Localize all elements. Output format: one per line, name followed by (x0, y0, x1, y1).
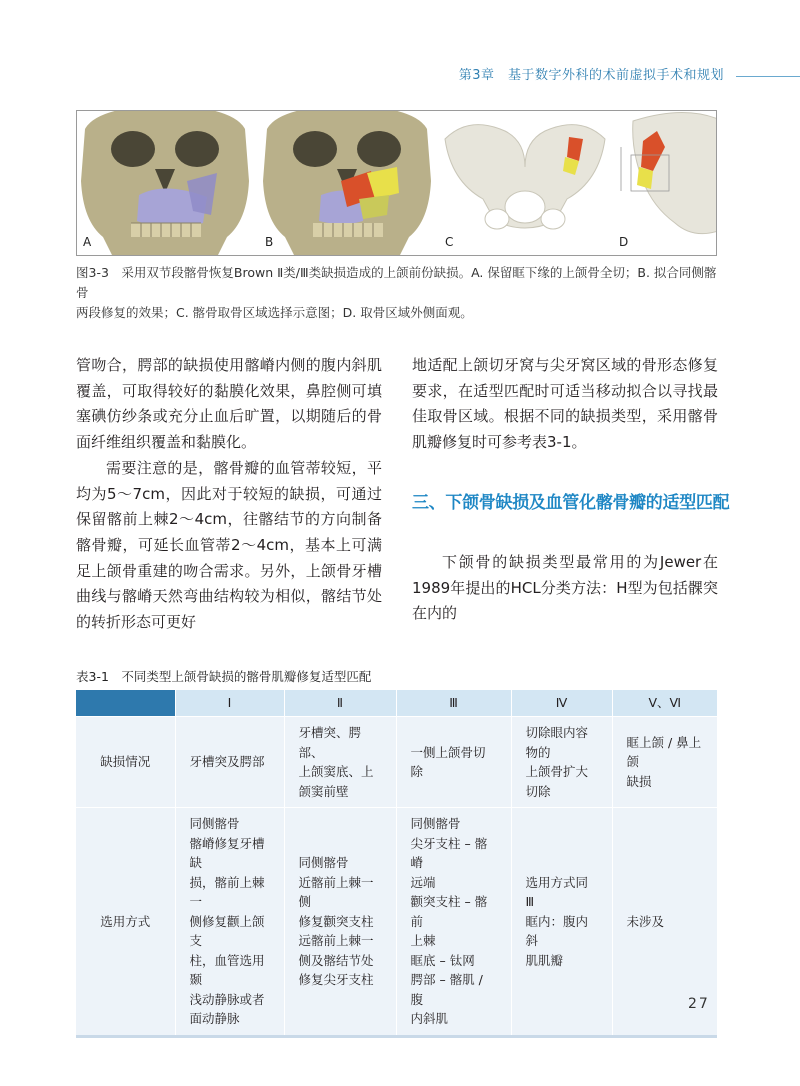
column-header: Ⅲ (396, 690, 511, 717)
skull-image-a (77, 111, 255, 256)
panel-label-a: A (83, 235, 92, 249)
table-cell (175, 808, 284, 1037)
table-corner-cell (76, 690, 175, 717)
table-cell-line: 柱，血管选用颞 (189, 952, 265, 987)
figure-panel-a (77, 111, 255, 255)
table-cell-line: 眶内：腹内斜 (525, 913, 589, 948)
figure-panel-b (259, 111, 437, 255)
figure-caption (76, 263, 721, 323)
table-cell-line: 牙槽突、腭部、 (298, 725, 362, 760)
table-header-row (76, 690, 717, 717)
table-cell (612, 717, 717, 808)
table-cell (284, 808, 396, 1037)
panel-label-d: D (619, 235, 629, 249)
table-cell-line: 远髂前上棘一 (298, 933, 374, 948)
table-cell-line: 眶底 – 钛网 (410, 952, 475, 968)
table-cell-line: 肌肌瓣 (525, 952, 564, 968)
table-cell-line: 髂嵴修复牙槽缺 (189, 835, 265, 870)
header-rule (736, 76, 800, 77)
table-row (76, 717, 717, 808)
skull-image-b (259, 111, 437, 256)
data-table (76, 690, 717, 1038)
figure-panel-d (613, 111, 717, 255)
table-cell-line: 颧突支柱 – 髂前 (410, 894, 488, 929)
table-cell (511, 808, 612, 1037)
table-cell-line: 切除眼内容物的 (525, 725, 589, 760)
panel-label-b: B (265, 235, 274, 249)
table-cell-line: 缺损 (626, 773, 652, 789)
table-cell-line: 同侧髂骨 (410, 816, 461, 831)
table-cell-line: 牙槽突及腭部 (189, 754, 265, 770)
pelvis-image-c (439, 111, 611, 256)
running-header: 第3章 基于数字外科的术前虚拟手术和规划 (458, 68, 724, 83)
table-cell-line: 侧及髂结节处 (298, 952, 374, 968)
body-paragraph: 管吻合，腭部的缺损使用髂嵴内侧的腹内斜肌覆盖，可取得较好的黏膜化效果，鼻腔侧可填塞碘仿纱条或充分止血后旷置，以期随后的骨面纤维组织覆盖和黏膜化。 (76, 356, 382, 452)
panel-label-c: C (445, 235, 454, 249)
table-cell-line: 腭部 – 髂肌 / 腹 (410, 972, 483, 1007)
table-cell (396, 808, 511, 1037)
figure-caption-line: 图3-3 采用双节段髂骨恢复Brown Ⅱ类/Ⅲ类缺损造成的上颌前份缺损。A. 保留眶下缘的上颌骨全切；B. 拟合同侧髂骨 (76, 265, 717, 300)
table-cell-line: 一侧上颌骨切除 (410, 744, 486, 779)
table-cell (396, 717, 511, 808)
left-column (76, 353, 382, 636)
column-header: Ⅰ (175, 690, 284, 717)
body-paragraph: 需要注意的是，髂骨瓣的血管蒂较短，平均为5～7cm，因此对于较短的缺损，可通过保留髂前上棘2～4cm，往髂结节的方向制备髂骨瓣，可延长血管蒂2～4cm，基本上可满足上颌骨重建的吻合需求。另外，上颌骨牙槽曲线与髂嵴天然弯曲结构较为相似，髂结节处的转折形态可更好 (76, 458, 382, 632)
table-cell-line: 上棘 (410, 933, 436, 948)
table-cell-line: 近髂前上棘一侧 (298, 874, 374, 909)
table-cell-line: 修复颧突支柱 (298, 913, 374, 929)
table-cell (175, 717, 284, 808)
figure-caption-line: 两段修复的效果；C. 髂骨取骨区域选择示意图；D. 取骨区域外侧面观。 (76, 305, 473, 320)
column-header: Ⅱ (284, 690, 396, 717)
table-cell (284, 717, 396, 808)
table-cell-line: 选用方式同 Ⅲ (525, 874, 589, 909)
table-cell-line: 未涉及 (626, 913, 665, 929)
table-cell-line: 上颌窦底、上 (298, 764, 374, 779)
table-cell-line: 内斜肌 (410, 1011, 449, 1026)
table-row (76, 808, 717, 1037)
table-cell-line: 尖牙支柱 – 髂嵴 (410, 835, 488, 870)
table-cell-line: 修复尖牙支柱 (298, 972, 374, 987)
table-cell-line: 侧修复颧上颌支 (189, 913, 265, 948)
body-paragraph: 下颌骨的缺损类型最常用的为Jewer在1989年提出的HCL分类方法：H型为包括髁突在内的 (412, 552, 718, 623)
row-header: 缺损情况 (76, 717, 175, 808)
table-cell-line: 损，髂前上棘一 (189, 874, 265, 909)
table-cell-line: 上颌骨扩大切除 (525, 764, 589, 799)
right-column (412, 353, 730, 627)
table-cell-line: 同侧髂骨 (298, 855, 349, 870)
table-cell-line: 浅动静脉或者 (189, 991, 265, 1007)
table-cell-line: 颌窦前壁 (298, 783, 349, 799)
table-cell-line: 同侧髂骨 (189, 816, 240, 831)
pelvis-image-d (613, 111, 717, 256)
row-header: 选用方式 (76, 808, 175, 1037)
column-header: Ⅳ (511, 690, 612, 717)
section-heading: 三、下颌骨缺损及血管化髂骨瓣的适型匹配 (412, 492, 730, 513)
table-cell-line: 眶上颌 / 鼻上颌 (626, 734, 702, 770)
table-caption: 表3-1 不同类型上颌骨缺损的髂骨肌瓣修复适型匹配 (76, 669, 372, 684)
column-header: Ⅴ、Ⅵ (612, 690, 717, 717)
table-cell-line: 面动静脉 (189, 1011, 240, 1026)
body-paragraph: 地适配上颌切牙窝与尖牙窝区域的骨形态修复要求，在适型匹配时可适当移动拟合以寻找最佳取骨区域。根据不同的缺损类型，采用髂骨肌瓣修复时可参考表3-1。 (412, 356, 718, 452)
table-cell-line: 远端 (410, 874, 436, 890)
page-number: 27 (688, 996, 710, 1012)
table-cell (511, 717, 612, 808)
figure-panel-c (439, 111, 611, 255)
figure-3-3 (76, 110, 717, 256)
